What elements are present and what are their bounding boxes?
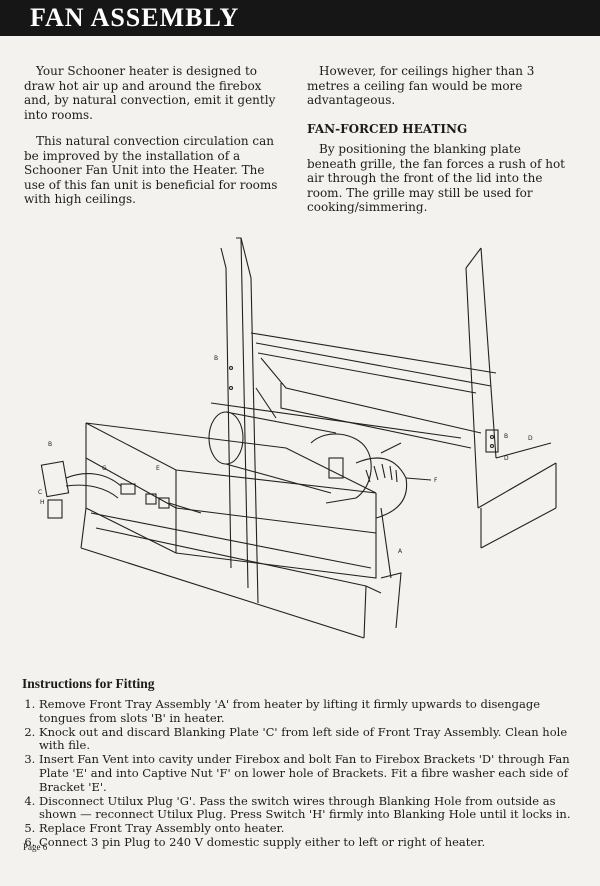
intro-paragraph: Your Schooner heater is designed to draw hot air up and around the firebox and, by natural convection, emit it gently into rooms. (24, 64, 276, 122)
instruction-step: 3. Insert Fan Vent into cavity under Firebox and bolt Fan to Firebox Brackets 'D' through Fan Plate 'E' and into Captive Nut 'F' on lower hole of Brackets. Fit a fibre washer each side of Bracket 'E'. (39, 753, 587, 794)
right-column (307, 64, 569, 215)
figure-label-a: A (398, 548, 403, 555)
left-column (24, 64, 286, 207)
figure-label-f: F (434, 477, 438, 484)
instructions-list (22, 698, 587, 851)
page-title: FAN ASSEMBLY (30, 3, 240, 32)
instruction-step: 5. Replace Front Tray Assembly onto heater. (39, 822, 587, 836)
instruction-step: 2. Knock out and discard Blanking Plate 'C' from left side of Front Tray Assembly. Clean hole with file. (39, 726, 587, 753)
convection-paragraph: This natural convection circulation can be improved by the installation of a Schooner Fan Unit into the Heater. The use of this fan unit is beneficial for rooms with high ceilings. (24, 134, 278, 206)
figure-label-d-2: D (504, 455, 509, 462)
fan-assembly-diagram (26, 208, 574, 668)
figure-label-b-2: B (504, 433, 509, 440)
section-heading: FAN-FORCED HEATING (307, 121, 468, 136)
figure-label-c: C (38, 489, 43, 496)
figure-label-d-1: D (528, 435, 533, 442)
figure-label-b-1: B (214, 355, 219, 362)
heater-body (211, 238, 556, 603)
figure-label-b-3: B (48, 441, 53, 448)
instructions-heading: Instructions for Fitting (22, 676, 155, 691)
figure-label-h: H (40, 499, 45, 506)
page-number: Page 6 (23, 842, 48, 852)
front-tray-assembly (81, 423, 401, 638)
instruction-step: 1. Remove Front Tray Assembly 'A' from heater by lifting it firmly upwards to disengage tongues from slots 'B' in heater. (39, 698, 587, 725)
title-banner (0, 0, 600, 36)
figure-label-g: G (102, 465, 107, 472)
ceiling-paragraph: However, for ceilings higher than 3 metres a ceiling fan would be more advantageous. (307, 64, 535, 107)
instruction-step: 6. Connect 3 pin Plug to 240 V domestic supply either to left or right of heater. (39, 836, 587, 850)
fan-forced-paragraph: By positioning the blanking plate beneath grille, the fan forces a rush of hot air through the front of the lid into the room. The grille may still be used for cooking/simmering. (307, 142, 565, 214)
figure-label-e: E (156, 465, 160, 472)
instruction-step: 4. Disconnect Utilux Plug 'G'. Pass the switch wires through Blanking Hole from outside as shown — reconnect Utilux Plug. Press Switch 'H' firmly into Blanking Hole until it locks in. (39, 795, 587, 822)
